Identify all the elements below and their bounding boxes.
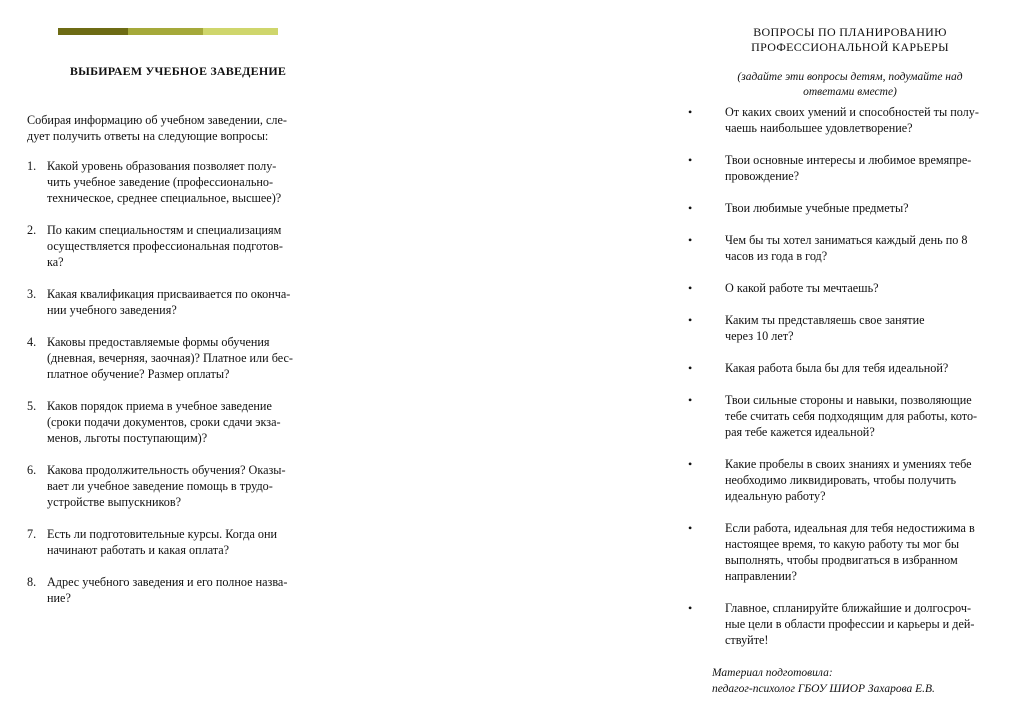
item-text: Есть ли подготовительные курсы. Когда они начинают работать и какая оплата?	[47, 527, 278, 557]
item-number: 2.	[27, 223, 37, 237]
item-text: Чем бы ты хотел заниматься каждый день по 8 часов из года в год?	[725, 233, 968, 263]
item-text: От каких своих умений и способностей ты полу- чаешь наибольшее удовлетворение?	[725, 105, 979, 135]
career-question-item	[688, 312, 1010, 344]
career-question-item	[688, 456, 1010, 504]
institution-question-item	[27, 222, 321, 270]
bullet-icon: •	[688, 201, 693, 215]
institution-question-item	[27, 526, 321, 558]
institution-question-item	[27, 334, 321, 382]
item-number: 8.	[27, 575, 37, 589]
career-question-item	[688, 520, 1010, 584]
bullet-icon: •	[688, 105, 693, 119]
career-question-item	[688, 104, 1010, 136]
career-question-item	[688, 232, 1010, 264]
item-text: Твои основные интересы и любимое времяпре- провождение?	[725, 153, 972, 183]
intro-text: Собирая информацию об учебном заведении, сле- дует получить ответы на следующие вопросы:	[27, 113, 287, 143]
item-text: Если работа, идеальная для тебя недостижима в настоящее время, то какую работу ты мог бы выполнять, чтобы продвигаться в избранном направлении?	[725, 521, 975, 583]
item-number: 6.	[27, 463, 37, 477]
institution-question-item	[27, 462, 321, 510]
bullet-icon: •	[688, 521, 693, 535]
decorative-bar-left	[58, 28, 278, 35]
item-text: Какие пробелы в своих знаниях и умениях тебе необходимо ликвидировать, чтобы получить идеальную работу?	[725, 457, 972, 503]
career-question-item	[688, 392, 1010, 440]
item-number: 4.	[27, 335, 37, 349]
career-question-item	[688, 152, 1010, 184]
bullet-icon: •	[688, 281, 693, 295]
item-text: Адрес учебного заведения и его полное назва- ние?	[47, 575, 288, 605]
item-text: Главное, спланируйте ближайшие и долгосроч- ные цели в области профессии и карьеры и дей- ствуйте!	[725, 601, 975, 647]
item-text: Каков порядок приема в учебное заведение (сроки подачи документов, сроки сдачи экза- менов, льготы поступающим)?	[47, 399, 281, 445]
career-question-item	[688, 280, 1010, 296]
item-text: Какая квалификация присваивается по оконча- нии учебного заведения?	[47, 287, 291, 317]
institution-question-item	[27, 286, 321, 318]
bullet-icon: •	[688, 457, 693, 471]
item-text: Каким ты представляешь свое занятие через 10 лет?	[725, 313, 925, 343]
item-text: Твои любимые учебные предметы?	[725, 201, 909, 215]
bullet-icon: •	[688, 361, 693, 375]
career-question-item	[688, 360, 1010, 376]
item-text: Каковы предоставляемые формы обучения (дневная, вечерняя, заочная)? Платное или бес- платное обучение? Размер оплаты?	[47, 335, 293, 381]
item-number: 3.	[27, 287, 37, 301]
institution-question-item	[27, 158, 321, 206]
item-number: 7.	[27, 527, 37, 541]
item-text: Какая работа была бы для тебя идеальной?	[725, 361, 949, 375]
bullet-icon: •	[688, 313, 693, 327]
item-text: По каким специальностям и специализациям осуществляется профессиональная подготов- ка?	[47, 223, 283, 269]
career-question-item	[688, 600, 1010, 648]
section-heading-institution: ВЫБИРАЕМ УЧЕБНОЕ ЗАВЕДЕНИЕ	[69, 64, 287, 78]
bullet-icon: •	[688, 601, 693, 615]
section-subheading-career: (задайте эти вопросы детям, подумайте над ответами вместе)	[737, 71, 963, 98]
institution-question-item	[27, 574, 321, 606]
author-credit: Материал подготовила: педагог-психолог ГБОУ ШИОР Захарова Е.В.	[712, 667, 935, 695]
item-number: 1.	[27, 159, 37, 173]
item-number: 5.	[27, 399, 37, 413]
item-text: Какова продолжительность обучения? Оказы- вает ли учебное заведение помощь в трудо- устройстве выпускников?	[47, 463, 286, 509]
institution-question-item	[27, 398, 321, 446]
institution-question-list	[27, 158, 321, 622]
career-question-item	[688, 200, 1010, 216]
item-text: Какой уровень образования позволяет полу- чить учебное заведение (профессионально- техническое, среднее специальное, высшее)?	[47, 159, 282, 205]
section-heading-career: ВОПРОСЫ ПО ПЛАНИРОВАНИЮ ПРОФЕССИОНАЛЬНОЙ КАРЬЕРЫ	[751, 25, 949, 54]
bullet-icon: •	[688, 153, 693, 167]
bullet-icon: •	[688, 393, 693, 407]
item-text: Твои сильные стороны и навыки, позволяющие тебе считать себя подходящим для работы, кото- рая тебе кажется идеальной?	[725, 393, 978, 439]
item-text: О какой работе ты мечтаешь?	[725, 281, 879, 295]
career-question-list	[688, 104, 1010, 648]
bullet-icon: •	[688, 233, 693, 247]
